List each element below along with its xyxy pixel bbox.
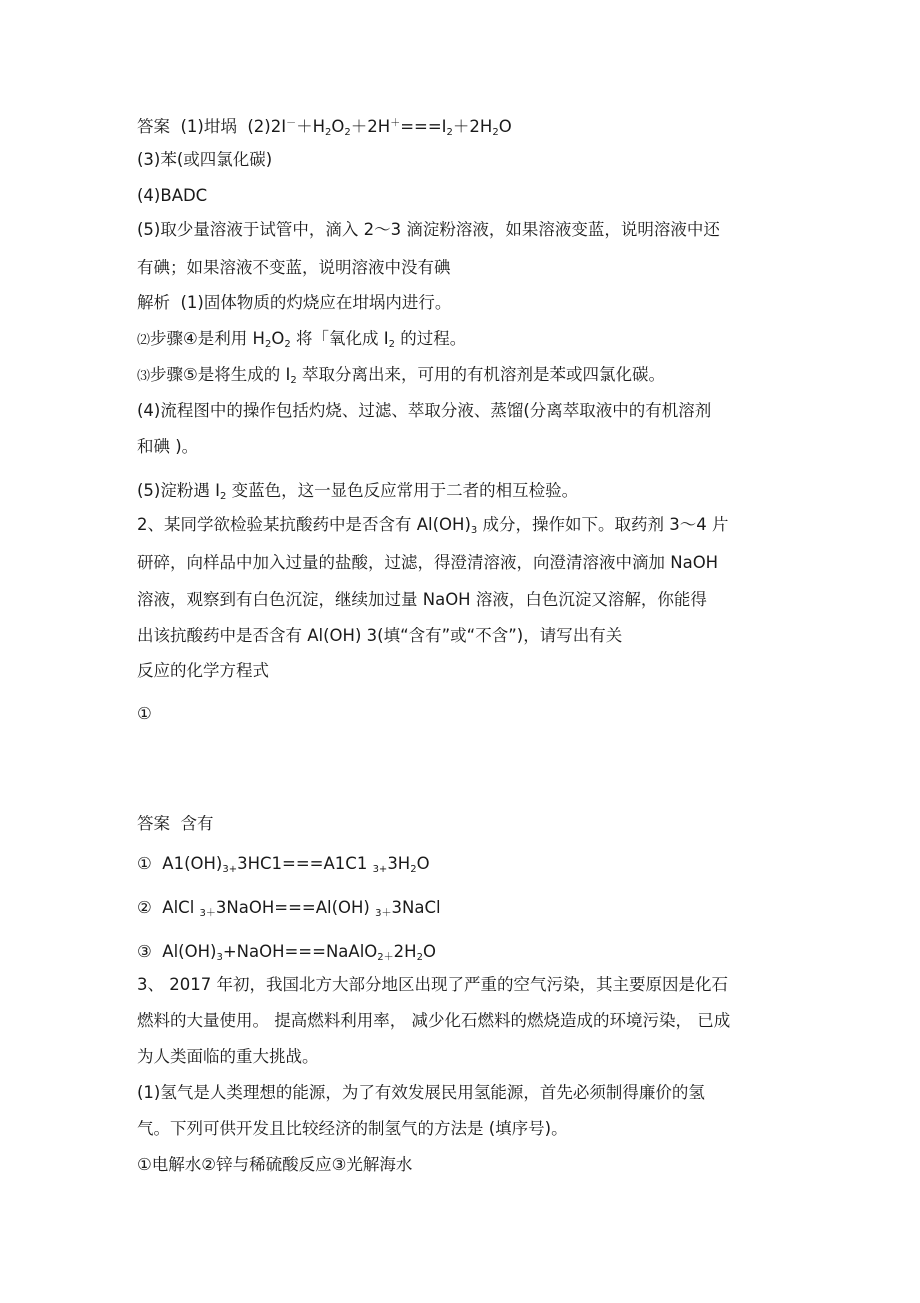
equation-3: ③ $Al(OH)_3+NaOH===NaAlO_{2+}2H_2O$: [137, 942, 436, 963]
question-3-line-1: 3、 2017 年初，我国北方大部分地区出现了严重的空气污染，其主要原因是化石: [137, 975, 728, 994]
answer-label: 答案: [137, 117, 170, 136]
analysis-1: (1)固体物质的灼烧应在坩埚内进行。: [180, 293, 452, 312]
answer-value: 含有: [180, 814, 214, 833]
question-3-line-6: ①电解水②锌与稀硫酸反应③光解海水: [137, 1155, 413, 1174]
answer-5-line-2: 有碘；如果溶液不变蓝，说明溶液中没有碘: [137, 258, 451, 277]
answer-2-equation: $(2)2I^-+H_2O_2+2H^+===I_2+2H_2O$: [247, 117, 512, 138]
answer-5-line-1: (5)取少量溶液于试管中，滴入 2～3 滴淀粉溶液，如果溶液变蓝，说明溶液中还: [137, 220, 720, 239]
analysis-label: 解析: [137, 293, 170, 312]
question-3-line-3: 为人类面临的重大挑战。: [137, 1047, 319, 1066]
answer-line-1: [137, 113, 512, 144]
question-2-answer: [137, 813, 214, 835]
equation-1: ① $A1(OH)_{3+}3HC1===A1C1$ $_{3+}3H_2O$: [137, 854, 430, 875]
answer-label: 答案: [137, 814, 170, 833]
question-3-line-4: (1)氢气是人类理想的能源，为了有效发展民用氢能源，首先必须制得廉价的氢: [137, 1083, 705, 1102]
blank-marker: ①: [137, 704, 152, 723]
answer-4: (4)BADC: [137, 186, 208, 205]
analysis-5: (5)淀粉遇 $I_2$ 变蓝色，这一显色反应常用于二者的相互检验。: [137, 481, 579, 502]
question-2-line-4: 出该抗酸药中是否含有 Al(OH) 3(填“含有”或“不含”)，请写出有关: [137, 626, 623, 645]
equation-2: ② AlCl $_{3+}$3NaOH===Al(OH) $_{3+}$3NaCl: [137, 898, 441, 919]
analysis-4-line-1: (4)流程图中的操作包括灼烧、过滤、萃取分液、蒸馏(分离萃取液中的有机溶剂: [137, 401, 712, 420]
analysis-2: ⑵步骤④是利用 $H_2O_2$ 将「氧化成 $I_2$ 的过程。: [137, 329, 467, 350]
question-2-line-3: 溶液，观察到有白色沉淀，继续加过量 NaOH 溶液，白色沉淀又溶解，你能得: [137, 590, 707, 609]
analysis-line-1: [137, 292, 451, 314]
question-2-line-2: 研碎，向样品中加入过量的盐酸，过滤，得澄清溶液，向澄清溶液中滴加 NaOH: [137, 553, 719, 572]
question-2-line-1: 2、某同学欲检验某抗酸药中是否含有 $Al(OH)_3$ 成分，操作如下。取药剂 3～4 片: [137, 515, 729, 536]
question-3-line-2: 燃料的大量使用。 提高燃料利用率， 减少化石燃料的燃烧造成的环境污染， 已成: [137, 1011, 731, 1030]
answer-3: (3)苯(或四氯化碳): [137, 150, 273, 169]
analysis-3: ⑶步骤⑤是将生成的 $I_2$ 萃取分离出来，可用的有机溶剂是苯或四氯化碳。: [137, 365, 666, 386]
question-2-line-5: 反应的化学方程式: [137, 661, 269, 680]
analysis-4-line-2: 和碘 )。: [137, 437, 199, 456]
answer-1: (1)坩埚: [180, 117, 237, 136]
question-3-line-5: 气。下列可供开发且比较经济的制氢气的方法是 (填序号)。: [137, 1119, 568, 1138]
